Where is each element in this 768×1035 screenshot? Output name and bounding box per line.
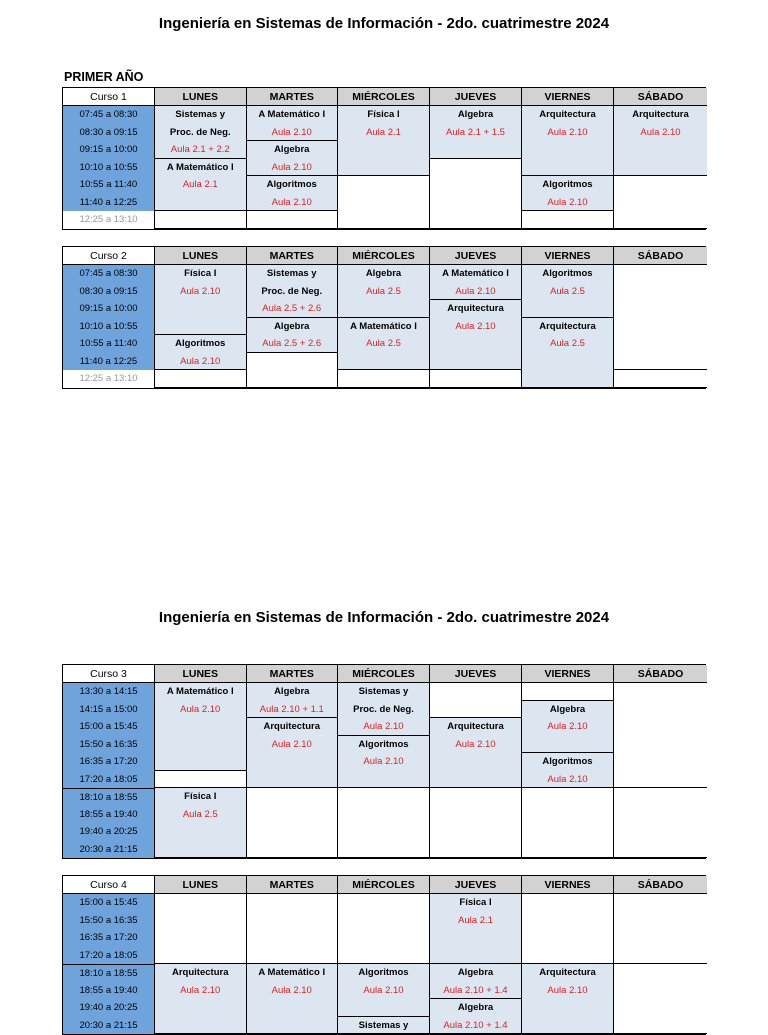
subject-label: Algebra	[457, 1002, 494, 1013]
room-label: Aula 2.5	[550, 285, 585, 297]
day-header: LUNES	[155, 247, 247, 265]
empty-slot	[338, 370, 430, 388]
empty-slot	[430, 683, 522, 718]
empty-slot	[247, 894, 339, 964]
class-block	[338, 106, 430, 176]
subject-label: Sistemas y	[175, 109, 226, 120]
day-header: LUNES	[155, 88, 247, 106]
day-header: VIERNES	[522, 876, 614, 894]
time-slot: 15:00 a 15:45	[63, 718, 155, 736]
empty-slot	[614, 265, 707, 370]
time-slot: 17:20 a 18:05	[63, 771, 155, 789]
room-label: Aula 2.10	[640, 126, 681, 138]
class-block	[522, 753, 614, 788]
room-label: Aula 2.10	[271, 738, 312, 750]
time-slot: 08:30 a 09:15	[63, 283, 155, 301]
day-header: JUEVES	[430, 876, 522, 894]
day-header: MIÉRCOLES	[338, 876, 430, 894]
empty-slot	[614, 683, 707, 788]
page-title-2: Ingeniería en Sistemas de Información - 2do. cuatrimestre 2024	[158, 609, 610, 626]
day-header: SÁBADO	[614, 665, 707, 683]
subject-label: Algebra	[457, 967, 494, 978]
subject-label: Arquitectura	[447, 721, 504, 732]
day-header: MIÉRCOLES	[338, 247, 430, 265]
class-block	[247, 718, 339, 788]
class-block	[155, 265, 247, 335]
section-title: PRIMER AÑO	[64, 70, 144, 84]
empty-slot	[247, 788, 339, 858]
time-slot: 10:55 a 11:40	[63, 176, 155, 194]
time-slot: 07:45 a 08:30	[63, 106, 155, 124]
class-block	[338, 1017, 430, 1035]
time-slot: 17:20 a 18:05	[63, 947, 155, 965]
class-block	[155, 335, 247, 370]
room-label: Aula 2.5 + 2.6	[262, 338, 322, 349]
empty-slot	[338, 176, 430, 229]
class-block	[430, 106, 522, 159]
time-slot: 08:30 a 09:15	[63, 124, 155, 142]
subject-label: Algoritmos	[175, 338, 226, 349]
curso-label: Curso 3	[63, 665, 155, 683]
class-block	[155, 106, 247, 159]
subject-label: Algoritmos	[542, 756, 593, 767]
subject-label: Física I	[367, 109, 400, 120]
day-header: VIERNES	[522, 247, 614, 265]
subject-label: Algebra	[274, 320, 310, 332]
day-header: MARTES	[247, 665, 339, 683]
empty-slot	[522, 788, 614, 858]
empty-slot	[155, 771, 247, 789]
class-block	[247, 265, 339, 318]
time-slot: 16:35 a 17:20	[63, 753, 155, 771]
empty-slot	[614, 788, 707, 858]
page-title-1: Ingeniería en Sistemas de Información - 2do. cuatrimestre 2024	[158, 15, 610, 32]
time-slot: 18:10 a 18:55	[63, 964, 155, 982]
subject-label: Algoritmos	[542, 268, 593, 279]
time-slot: 11:40 a 12:25	[63, 353, 155, 371]
class-block	[430, 999, 522, 1034]
room-label: Aula 2.10	[180, 355, 221, 367]
room-label: Aula 2.10	[455, 285, 496, 297]
class-block	[614, 106, 707, 176]
subject-label: Algebra	[274, 686, 310, 697]
room-label: Aula 2.10	[455, 738, 496, 750]
day-header: LUNES	[155, 876, 247, 894]
subject-label: Algebra	[457, 109, 494, 120]
empty-slot	[155, 894, 247, 964]
empty-slot	[338, 894, 430, 964]
empty-slot	[614, 370, 707, 388]
subject-label: Física I	[184, 268, 217, 279]
class-block	[338, 683, 430, 736]
subject-label: Arquitectura	[539, 967, 596, 978]
subject-label: Arquitectura	[263, 721, 320, 732]
empty-slot	[247, 211, 339, 229]
day-header: MIÉRCOLES	[338, 665, 430, 683]
subject-label: Algoritmos	[358, 967, 409, 978]
curso-label: Curso 4	[63, 876, 155, 894]
room-label: Aula 2.10	[363, 984, 404, 996]
time-slot: 10:10 a 10:55	[63, 318, 155, 336]
room-label: Aula 2.5 + 2.6	[262, 303, 322, 314]
class-block	[338, 265, 430, 318]
day-header: LUNES	[155, 665, 247, 683]
time-slot: 07:45 a 08:30	[63, 265, 155, 283]
time-slot: 18:10 a 18:55	[63, 788, 155, 806]
time-slot: 12:25 a 13:10	[63, 370, 155, 388]
empty-slot	[155, 211, 247, 229]
room-label: Aula 2.10	[271, 161, 312, 173]
day-header: SÁBADO	[614, 876, 707, 894]
subject-label: Algoritmos	[358, 738, 409, 750]
class-block	[247, 106, 339, 141]
subject-label: A Matemático I	[166, 686, 234, 697]
room-label: Aula 2.10	[547, 984, 588, 996]
empty-slot	[247, 353, 339, 388]
class-block	[522, 318, 614, 388]
class-block	[155, 788, 247, 858]
room-label: Aula 2.10	[271, 984, 312, 996]
subject-label: Proc. de Neg.	[261, 285, 323, 297]
time-slot: 19:40 a 20:25	[63, 823, 155, 841]
subject-label: Algebra	[365, 268, 402, 279]
room-label: Aula 2.5	[366, 338, 401, 349]
subject-label: Algebra	[549, 703, 586, 715]
room-label: Aula 2.1	[182, 179, 218, 190]
empty-slot	[430, 788, 522, 858]
subject-label: Arquitectura	[539, 320, 596, 332]
class-block	[155, 159, 247, 212]
room-label: Aula 2.10	[363, 756, 404, 767]
room-label: Aula 2.10	[547, 773, 588, 785]
room-label: Aula 2.10	[271, 196, 312, 208]
room-label: Aula 2.1	[366, 126, 401, 138]
subject-label: Algebra	[274, 144, 310, 155]
subject-label: Arquitectura	[632, 109, 689, 120]
room-label: Aula 2.1 + 2.2	[170, 144, 230, 155]
subject-label: Arquitectura	[447, 303, 504, 314]
day-header: JUEVES	[430, 88, 522, 106]
day-header: VIERNES	[522, 88, 614, 106]
day-header: MARTES	[247, 88, 339, 106]
subject-label: Sistemas y	[266, 268, 317, 279]
room-label: Aula 2.10 + 1.1	[259, 703, 324, 715]
room-label: Aula 2.5	[182, 808, 218, 820]
curso-label: Curso 2	[63, 247, 155, 265]
day-header: JUEVES	[430, 247, 522, 265]
empty-slot	[522, 894, 614, 964]
class-block	[522, 265, 614, 318]
subject-label: A Matemático I	[350, 320, 417, 332]
time-slot: 15:50 a 16:35	[63, 736, 155, 754]
class-block	[338, 736, 430, 789]
time-slot: 10:10 a 10:55	[63, 159, 155, 177]
class-block	[430, 894, 522, 964]
class-block	[522, 176, 614, 211]
empty-slot	[522, 211, 614, 229]
class-block	[522, 701, 614, 754]
schedule-curso-4	[62, 875, 706, 1035]
empty-slot	[614, 176, 707, 229]
class-block	[338, 964, 430, 1017]
class-block	[155, 683, 247, 771]
room-label: Aula 2.1 + 1.5	[446, 126, 505, 138]
room-label: Aula 2.1	[458, 914, 493, 926]
day-header: JUEVES	[430, 665, 522, 683]
empty-slot	[338, 788, 430, 858]
empty-slot	[430, 159, 522, 229]
room-label: Aula 2.10	[547, 126, 588, 138]
time-slot: 15:50 a 16:35	[63, 912, 155, 930]
subject-label: Proc. de Neg.	[353, 703, 414, 715]
class-block	[247, 683, 339, 718]
time-slot: 11:40 a 12:25	[63, 194, 155, 212]
time-slot: 20:30 a 21:15	[63, 841, 155, 859]
class-block	[430, 300, 522, 370]
subject-label: Algoritmos	[266, 179, 317, 190]
room-label: Aula 2.5	[550, 338, 585, 349]
room-label: Aula 2.10	[455, 320, 496, 332]
class-block	[247, 318, 339, 353]
time-slot: 16:35 a 17:20	[63, 929, 155, 947]
class-block	[247, 176, 339, 211]
room-label: Aula 2.10 + 1.4	[443, 1019, 508, 1031]
class-block	[430, 964, 522, 999]
subject-label: A Matemático I	[442, 268, 509, 279]
time-slot: 14:15 a 15:00	[63, 701, 155, 719]
day-header: MARTES	[247, 876, 339, 894]
room-label: Aula 2.10	[180, 703, 221, 715]
subject-label: A Matemático I	[166, 161, 234, 173]
day-header: VIERNES	[522, 665, 614, 683]
time-slot: 09:15 a 10:00	[63, 300, 155, 318]
time-slot: 20:30 a 21:15	[63, 1017, 155, 1035]
day-header: MIÉRCOLES	[338, 88, 430, 106]
room-label: Aula 2.10	[547, 196, 588, 208]
subject-label: Proc. de Neg.	[169, 126, 231, 138]
room-label: Aula 2.10	[180, 285, 221, 297]
empty-slot	[614, 894, 707, 964]
schedule-curso-1	[62, 87, 706, 230]
room-label: Aula 2.10 + 1.4	[443, 984, 508, 996]
time-slot: 10:55 a 11:40	[63, 335, 155, 353]
subject-label: Sistemas y	[358, 1019, 409, 1031]
room-label: Aula 2.10	[547, 721, 588, 732]
class-block	[247, 141, 339, 176]
class-block	[430, 718, 522, 788]
time-slot: 18:55 a 19:40	[63, 806, 155, 824]
room-label: Aula 2.5	[366, 285, 401, 297]
day-header: SÁBADO	[614, 88, 707, 106]
schedule-curso-2	[62, 246, 706, 389]
subject-label: A Matemático I	[258, 109, 326, 120]
room-label: Aula 2.10	[363, 721, 404, 732]
time-slot: 13:30 a 14:15	[63, 683, 155, 701]
day-header: MARTES	[247, 247, 339, 265]
class-block	[338, 318, 430, 371]
day-header: SÁBADO	[614, 247, 707, 265]
subject-label: Arquitectura	[172, 967, 229, 978]
time-slot: 12:25 a 13:10	[63, 211, 155, 229]
room-label: Aula 2.10	[180, 984, 221, 996]
class-block	[522, 106, 614, 176]
time-slot: 19:40 a 20:25	[63, 999, 155, 1017]
subject-label: Física I	[459, 897, 492, 908]
time-slot: 15:00 a 15:45	[63, 894, 155, 912]
time-slot: 09:15 a 10:00	[63, 141, 155, 159]
empty-slot	[155, 370, 247, 388]
subject-label: Arquitectura	[539, 109, 596, 120]
class-block	[430, 265, 522, 300]
time-slot: 18:55 a 19:40	[63, 982, 155, 1000]
curso-label: Curso 1	[63, 88, 155, 106]
subject-label: Sistemas y	[358, 686, 409, 697]
schedule-curso-3	[62, 664, 706, 859]
subject-label: A Matemático I	[258, 967, 326, 978]
empty-slot	[522, 683, 614, 701]
subject-label: Física I	[184, 791, 217, 802]
subject-label: Algoritmos	[542, 179, 593, 190]
empty-slot	[430, 370, 522, 388]
room-label: Aula 2.10	[271, 126, 312, 138]
